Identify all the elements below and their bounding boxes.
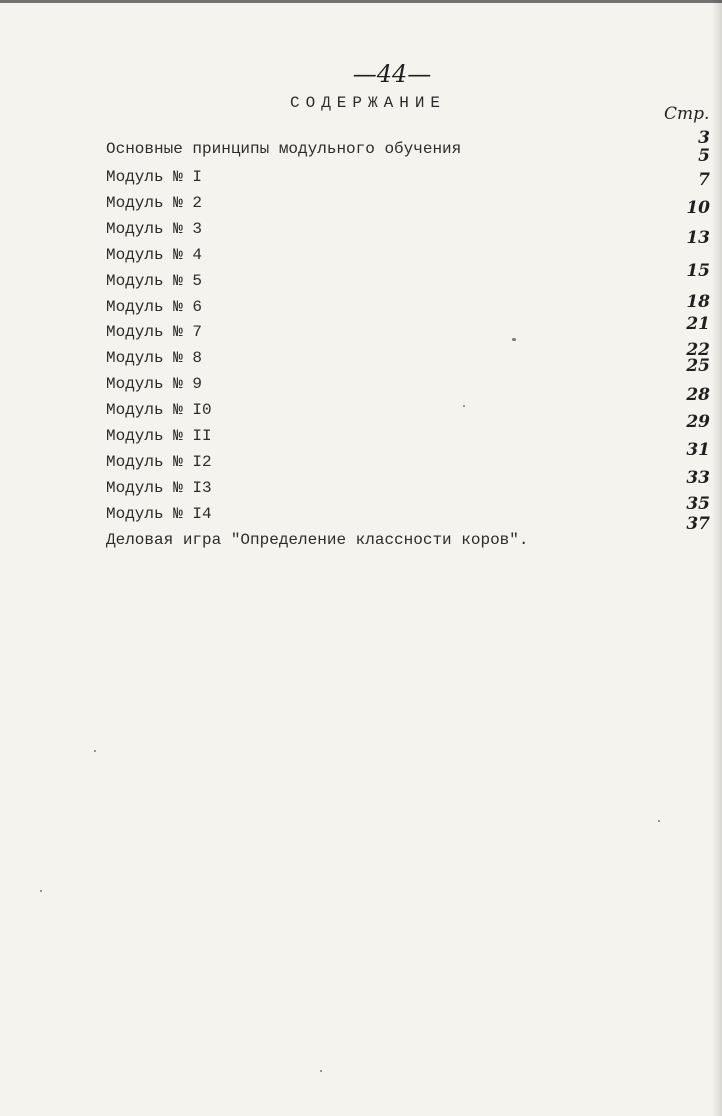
scan-speck (40, 890, 42, 892)
pages-column-header: Стр. (664, 104, 710, 124)
toc-entry-page: 22 (686, 340, 710, 360)
toc-entry-label: Модуль № I0 (106, 401, 212, 419)
toc-entry-label: Модуль № 4 (106, 246, 203, 264)
toc-entry-page: 15 (686, 261, 710, 281)
toc-entry-page: 28 (686, 385, 710, 405)
scan-speck (320, 1070, 322, 1072)
toc-entry-page: 31 (686, 440, 710, 460)
toc-entry-page: 13 (686, 228, 710, 248)
toc-entry-label: Модуль № I4 (106, 505, 212, 523)
toc-entry-label: Модуль № 6 (106, 298, 203, 316)
toc-entry-page: 18 (686, 292, 710, 312)
toc-entry-label: Основные принципы модульного обучения (106, 140, 462, 158)
toc-entry-page: 21 (686, 314, 710, 334)
scan-edge-top (0, 0, 722, 3)
scan-speck (463, 405, 465, 407)
toc-entry-page: 29 (686, 412, 710, 432)
scan-speck (94, 750, 96, 752)
toc-entry-page: 10 (686, 198, 710, 218)
toc-entry-label: Модуль № I3 (106, 479, 212, 497)
toc-entry-label: Модуль № I2 (106, 453, 212, 471)
toc-entry-page: 35 (686, 494, 710, 514)
toc-entry-label: Деловая игра "Определение классности коров". (106, 531, 529, 549)
scan-speck (512, 338, 516, 341)
toc-entry-label: Модуль № I (106, 168, 203, 186)
toc-entry-page: 25 (686, 356, 710, 376)
toc-entry-page: 5 (698, 146, 710, 166)
toc-entry-label: Модуль № II (106, 427, 212, 445)
toc-entry-label: Модуль № 9 (106, 375, 203, 393)
toc-entry-page: 7 (698, 170, 710, 190)
toc-entry-page: 33 (686, 468, 710, 488)
scan-edge-right (712, 0, 722, 1116)
toc-entry-label: Модуль № 2 (106, 194, 203, 212)
toc-entry-label: Модуль № 3 (106, 220, 203, 238)
scan-speck (658, 820, 660, 822)
toc-entry-label: Модуль № 8 (106, 349, 203, 367)
toc-entry-page: 37 (686, 514, 710, 534)
toc-entry-page: 3 (698, 128, 710, 148)
page-title: СОДЕРЖАНИЕ (290, 94, 447, 112)
toc-entry-label: Модуль № 5 (106, 272, 203, 290)
toc-entry-label: Модуль № 7 (106, 323, 203, 341)
page-number: —44— (352, 60, 432, 88)
